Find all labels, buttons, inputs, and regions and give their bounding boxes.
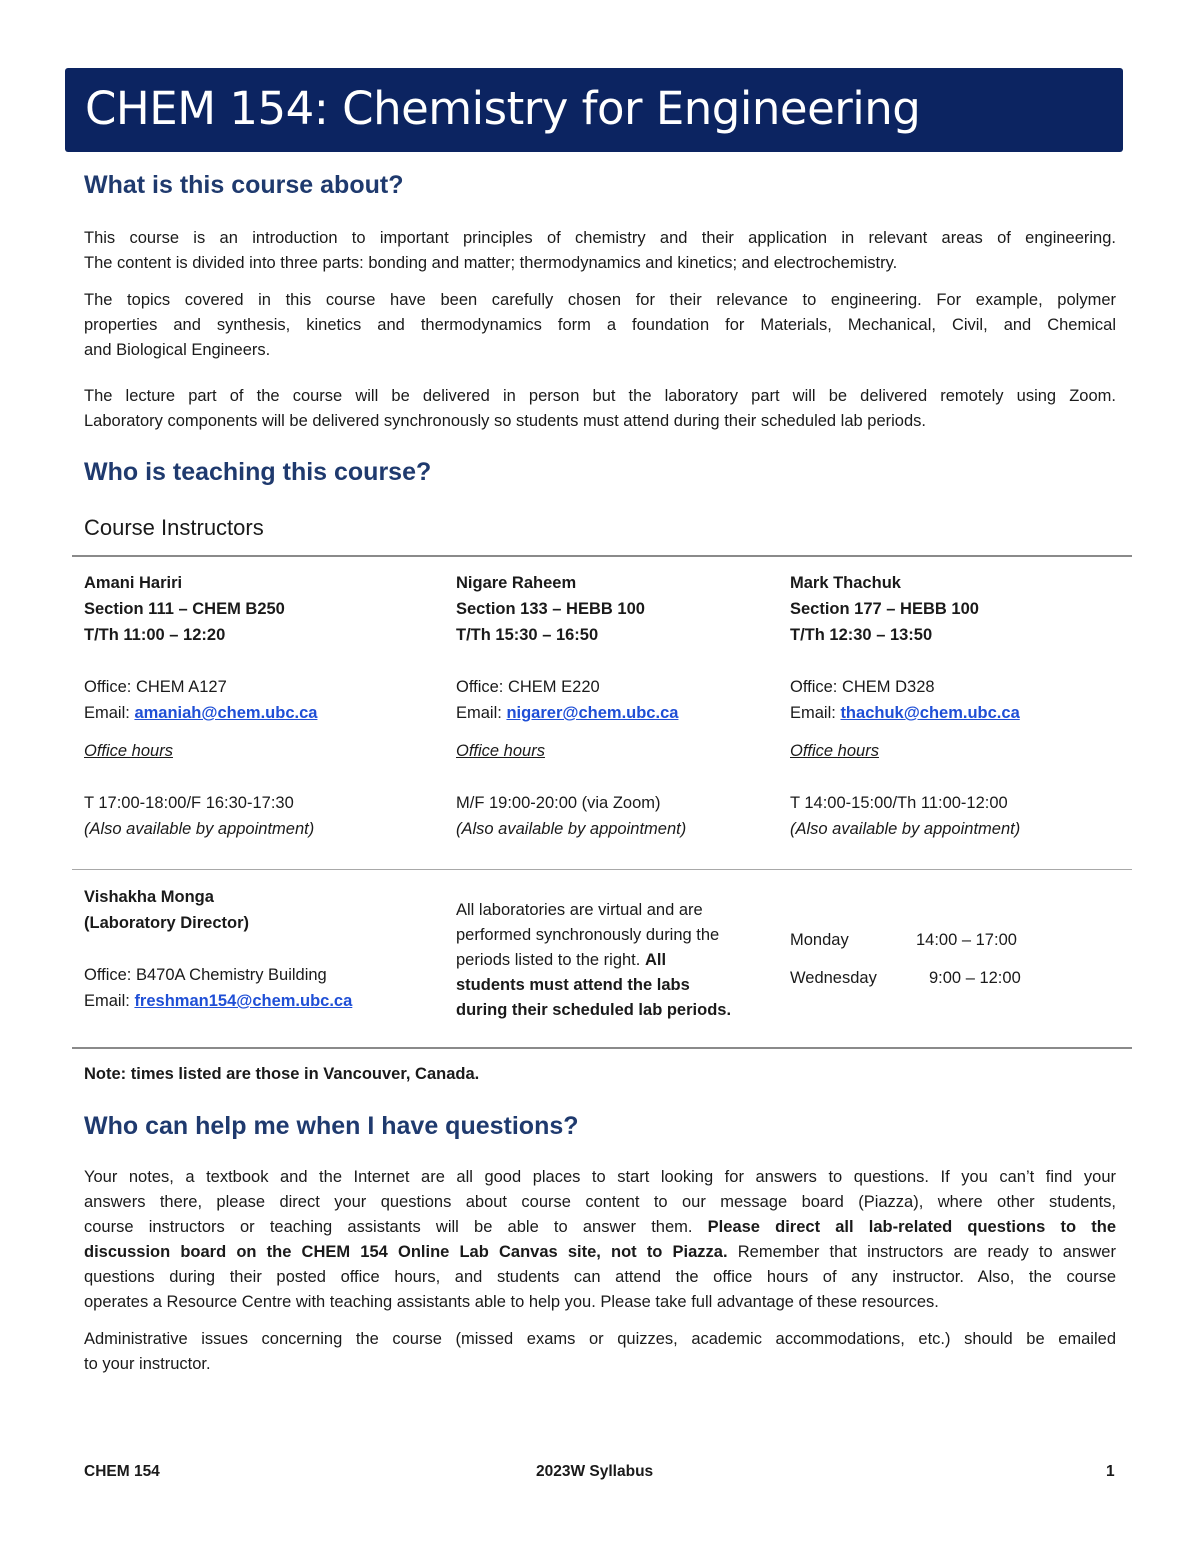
footer-title: 2023W Syllabus: [536, 1463, 654, 1480]
lab-director-office: Office: B470A Chemistry Building: [84, 966, 327, 984]
instructor-card: [84, 570, 317, 842]
help-paragraph-1: [84, 1165, 1116, 1315]
title-banner: [65, 68, 1123, 152]
text-line: questions during their posted office hours, and students can attend the office hours of any instructor. Also, the course: [84, 1268, 1116, 1286]
instructor-email-row: [456, 700, 686, 726]
help-heading: Who can help me when I have questions?: [84, 1112, 579, 1140]
instructor-email-link[interactable]: nigarer@chem.ubc.ca: [506, 704, 679, 722]
about-heading: What is this course about?: [84, 171, 404, 199]
about-paragraph-3: [84, 384, 1116, 434]
lab-info-line: during their scheduled lab periods.: [456, 1001, 732, 1019]
lab-schedule-time: 9:00 – 12:00: [929, 969, 1021, 987]
email-label: Email:: [84, 992, 135, 1010]
text-line: Your notes, a textbook and the Internet are all good places to start looking for answers to questions. If you can’t find your: [84, 1168, 1116, 1186]
about-paragraph-1: [84, 226, 1116, 276]
lab-schedule-time: 14:00 – 17:00: [916, 931, 1017, 949]
lab-director-email-row: [84, 988, 352, 1014]
text-line: course instructors or teaching assistants will be able to answer them. Please direct all lab-related questions to the: [84, 1218, 1116, 1236]
page-title: CHEM 154: Chemistry for Engineering: [85, 82, 921, 135]
instructor-name: Amani Hariri: [84, 574, 183, 592]
lab-info-line: performed synchronously during the: [456, 926, 720, 944]
lab-director-name: Vishakha Monga: [84, 888, 214, 906]
instructor-name: Nigare Raheem: [456, 574, 577, 592]
office-hours-value: T 17:00-18:00/F 16:30-17:30: [84, 794, 294, 812]
email-label: Email:: [84, 704, 135, 722]
timezone-note: Note: times listed are those in Vancouver, Canada.: [84, 1065, 480, 1083]
text-line: The content is divided into three parts: bonding and matter; thermodynamics and kinetics; and electrochemistry.: [84, 254, 898, 272]
instructor-email-row: [84, 700, 317, 726]
text-line: answers there, please direct your questions about course content to our message board (Piazza), where other students,: [84, 1193, 1116, 1211]
text-line: operates a Resource Centre with teaching assistants able to help you. Please take full advantage of these resources.: [84, 1293, 939, 1311]
instructors-subheading: Course Instructors: [84, 515, 264, 540]
instructor-office: Office: CHEM A127: [84, 678, 227, 696]
instructor-section: Section 177 – HEBB 100: [790, 600, 979, 618]
instructor-time: T/Th 15:30 – 16:50: [456, 626, 599, 644]
instructor-section: Section 111 – CHEM B250: [84, 600, 285, 618]
email-label: Email:: [456, 704, 507, 722]
office-hours-label: Office hours: [790, 742, 879, 760]
office-hours-label: Office hours: [456, 742, 545, 760]
lab-info-line: students must attend the labs: [456, 976, 690, 994]
text-line: to your instructor.: [84, 1355, 211, 1373]
office-hours-value: M/F 19:00-20:00 (via Zoom): [456, 794, 661, 812]
office-hours-value: T 14:00-15:00/Th 11:00-12:00: [790, 794, 1008, 812]
table-top-rule: [72, 555, 1132, 557]
instructor-email-row: [790, 700, 1020, 726]
lab-director-role: (Laboratory Director): [84, 914, 250, 932]
lab-director-card: [84, 884, 352, 1014]
footer-page-number: 1: [1106, 1463, 1115, 1480]
footer-course: CHEM 154: [84, 1463, 160, 1480]
instructor-time: T/Th 11:00 – 12:20: [84, 626, 226, 644]
about-paragraph-2: [84, 288, 1116, 363]
lab-schedule-day: Wednesday: [790, 969, 877, 987]
lab-schedule-day: Monday: [790, 931, 849, 949]
text-line: The lecture part of the course will be delivered in person but the laboratory part will be delivered remotely using Zoom.: [84, 387, 1116, 405]
appointment-note: (Also available by appointment): [456, 820, 687, 838]
appointment-note: (Also available by appointment): [790, 820, 1021, 838]
teaching-heading: Who is teaching this course?: [84, 458, 432, 486]
email-label: Email:: [790, 704, 841, 722]
appointment-note: (Also available by appointment): [84, 820, 315, 838]
text-line: This course is an introduction to important principles of chemistry and their application in relevant areas of engineering.: [84, 229, 1116, 247]
lab-info: [456, 898, 774, 1023]
help-paragraph-2: [84, 1327, 1116, 1377]
instructor-email-link[interactable]: amaniah@chem.ubc.ca: [134, 704, 318, 722]
instructor-section: Section 133 – HEBB 100: [456, 600, 645, 618]
text-line: Laboratory components will be delivered synchronously so students must attend during their scheduled lab periods.: [84, 412, 926, 430]
instructor-name: Mark Thachuk: [790, 574, 901, 592]
text-line: and Biological Engineers.: [84, 341, 271, 359]
text-line: discussion board on the CHEM 154 Online Lab Canvas site, not to Piazza. Remember that instructors are ready to answer: [84, 1243, 1116, 1261]
text-line: properties and synthesis, kinetics and thermodynamics form a foundation for Materials, Mechanical, Civil, and Chemical: [84, 316, 1116, 334]
table-bottom-rule: [72, 1047, 1132, 1049]
lab-info-line: periods listed to the right. All: [456, 951, 667, 969]
lab-director-email-link[interactable]: freshman154@chem.ubc.ca: [134, 992, 353, 1010]
instructor-email-link[interactable]: thachuk@chem.ubc.ca: [840, 704, 1020, 722]
instructor-office: Office: CHEM E220: [456, 678, 600, 696]
text-line: The topics covered in this course have been carefully chosen for their relevance to engineering. For example, polymer: [84, 291, 1116, 309]
instructor-time: T/Th 12:30 – 13:50: [790, 626, 933, 644]
text-line: Administrative issues concerning the course (missed exams or quizzes, academic accommodations, etc.) should be emailed: [84, 1330, 1116, 1348]
table-middle-rule: [72, 869, 1132, 870]
lab-info-line: All laboratories are virtual and are: [456, 901, 703, 919]
office-hours-label: Office hours: [84, 742, 173, 760]
instructor-card: [456, 570, 686, 842]
instructor-office: Office: CHEM D328: [790, 678, 935, 696]
instructor-card: [790, 570, 1020, 842]
